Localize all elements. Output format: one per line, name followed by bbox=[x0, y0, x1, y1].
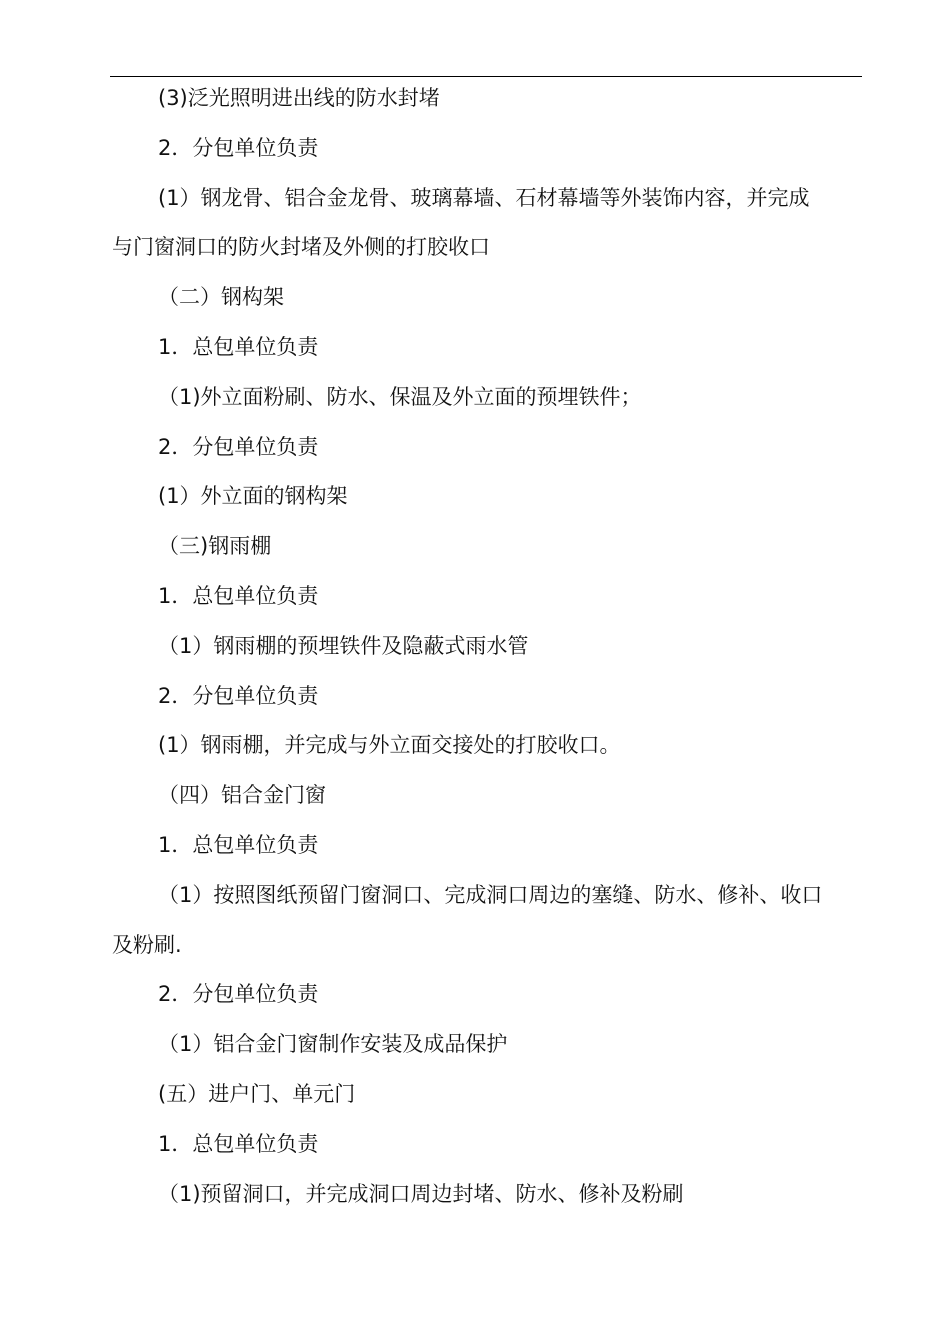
text-line: 1．总包单位负责 bbox=[158, 334, 319, 359]
text-line: 及粉刷. bbox=[112, 932, 182, 957]
text-line: (1）钢雨棚，并完成与外立面交接处的打胶收口。 bbox=[158, 733, 621, 758]
text-line: （1)预留洞口，并完成洞口周边封堵、防水、修补及粉刷 bbox=[158, 1181, 684, 1206]
text-line: 1．总包单位负责 bbox=[158, 583, 319, 608]
text-line: （二）钢构架 bbox=[158, 285, 284, 310]
text-line: 2．分包单位负责 bbox=[158, 434, 319, 459]
document-body bbox=[112, 78, 867, 1223]
text-line: 1．总包单位负责 bbox=[158, 1131, 319, 1156]
text-line: (1）外立面的钢构架 bbox=[158, 484, 348, 509]
text-line: （1)外立面粉刷、防水、保温及外立面的预埋铁件； bbox=[158, 384, 642, 409]
text-line: 2．分包单位负责 bbox=[158, 683, 319, 708]
text-line: （1）按照图纸预留门窗洞口、完成洞口周边的塞缝、防水、修补、收口 bbox=[158, 882, 823, 907]
text-line: (3)泛光照明进出线的防水封堵 bbox=[158, 86, 440, 110]
text-line: 1．总包单位负责 bbox=[158, 832, 319, 857]
text-line: （1）钢雨棚的预埋铁件及隐蔽式雨水管 bbox=[158, 633, 529, 658]
header-rule bbox=[110, 76, 862, 77]
text-line: （四）铝合金门窗 bbox=[158, 783, 326, 808]
text-line: (1）钢龙骨、铝合金龙骨、玻璃幕墙、石材幕墙等外装饰内容，并完成 bbox=[158, 185, 810, 210]
text-line: (五）进户门、单元门 bbox=[158, 1081, 356, 1106]
text-line: 2．分包单位负责 bbox=[158, 982, 319, 1007]
text-line: （1）铝合金门窗制作安装及成品保护 bbox=[158, 1032, 508, 1057]
text-line: 与门窗洞口的防火封堵及外侧的打胶收口 bbox=[112, 235, 490, 260]
text-line: （三)钢雨棚 bbox=[158, 534, 272, 559]
text-line: 2．分包单位负责 bbox=[158, 135, 319, 160]
